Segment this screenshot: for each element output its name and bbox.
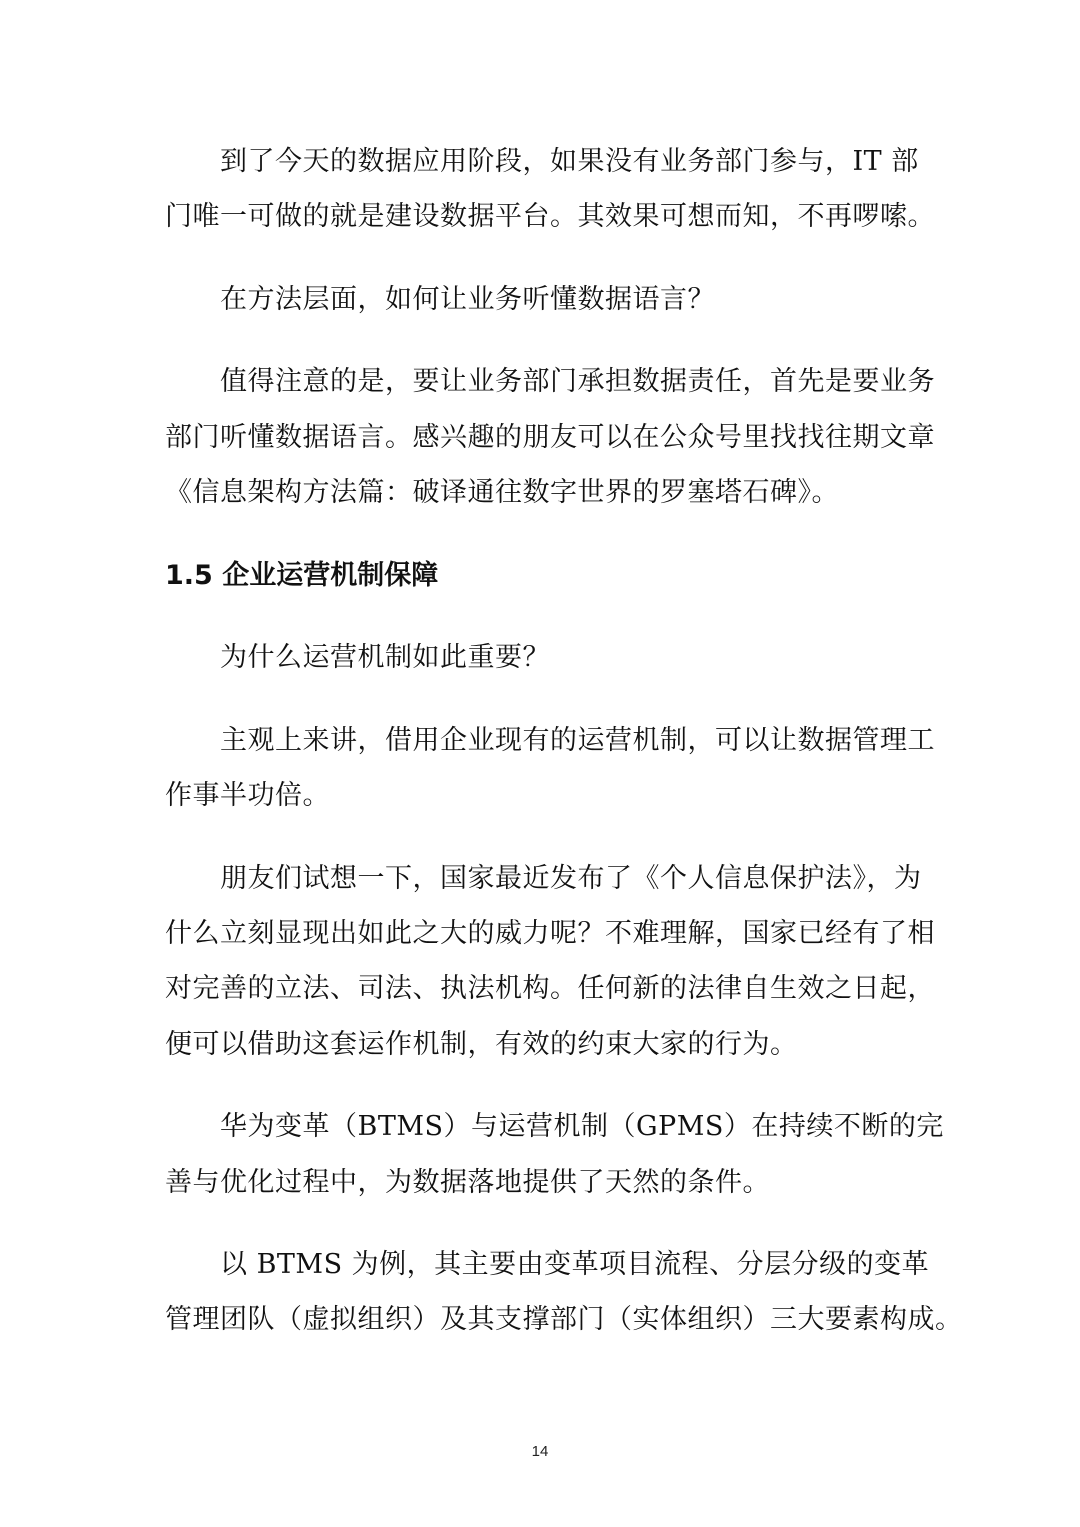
text-line: 对完善的立法、司法、执法机构。任何新的法律自生效之日起， — [165, 973, 935, 1004]
section-heading: 1.5 企业运营机制保障 — [165, 560, 439, 591]
text-line: 主观上来讲，借用企业现有的运营机制，可以让数据管理工 — [220, 725, 935, 756]
text-line: 在方法层面，如何让业务听懂数据语言？ — [220, 284, 715, 315]
text-line: 为什么运营机制如此重要？ — [220, 642, 550, 673]
text-line: 到了今天的数据应用阶段，如果没有业务部门参与，IT 部 — [220, 146, 919, 177]
text-line: 《信息架构方法篇：破译通往数字世界的罗塞塔石碑》。 — [165, 477, 839, 508]
text-line: 门唯一可做的就是建设数据平台。其效果可想而知，不再啰嗦。 — [165, 201, 935, 232]
text-line: 作事半功倍。 — [165, 780, 330, 811]
text-line: 部门听懂数据语言。感兴趣的朋友可以在公众号里找找往期文章 — [165, 422, 935, 453]
text-line: 以 BTMS 为例，其主要由变革项目流程、分层分级的变革 — [220, 1249, 930, 1280]
text-line: 便可以借助这套运作机制，有效的约束大家的行为。 — [165, 1029, 798, 1060]
text-line: 管理团队（虚拟组织）及其支撑部门（实体组织）三大要素构成。 — [165, 1304, 963, 1335]
text-line: 善与优化过程中，为数据落地提供了天然的条件。 — [165, 1167, 770, 1198]
text-line: 什么立刻显现出如此之大的威力呢？不难理解，国家已经有了相 — [165, 918, 935, 949]
text-line: 值得注意的是，要让业务部门承担数据责任，首先是要业务 — [220, 366, 935, 397]
text-line: 朋友们试想一下，国家最近发布了《个人信息保护法》，为 — [220, 863, 922, 894]
text-line: 华为变革（BTMS）与运营机制（GPMS）在持续不断的完 — [220, 1111, 944, 1142]
page-number: 14 — [531, 1443, 549, 1460]
